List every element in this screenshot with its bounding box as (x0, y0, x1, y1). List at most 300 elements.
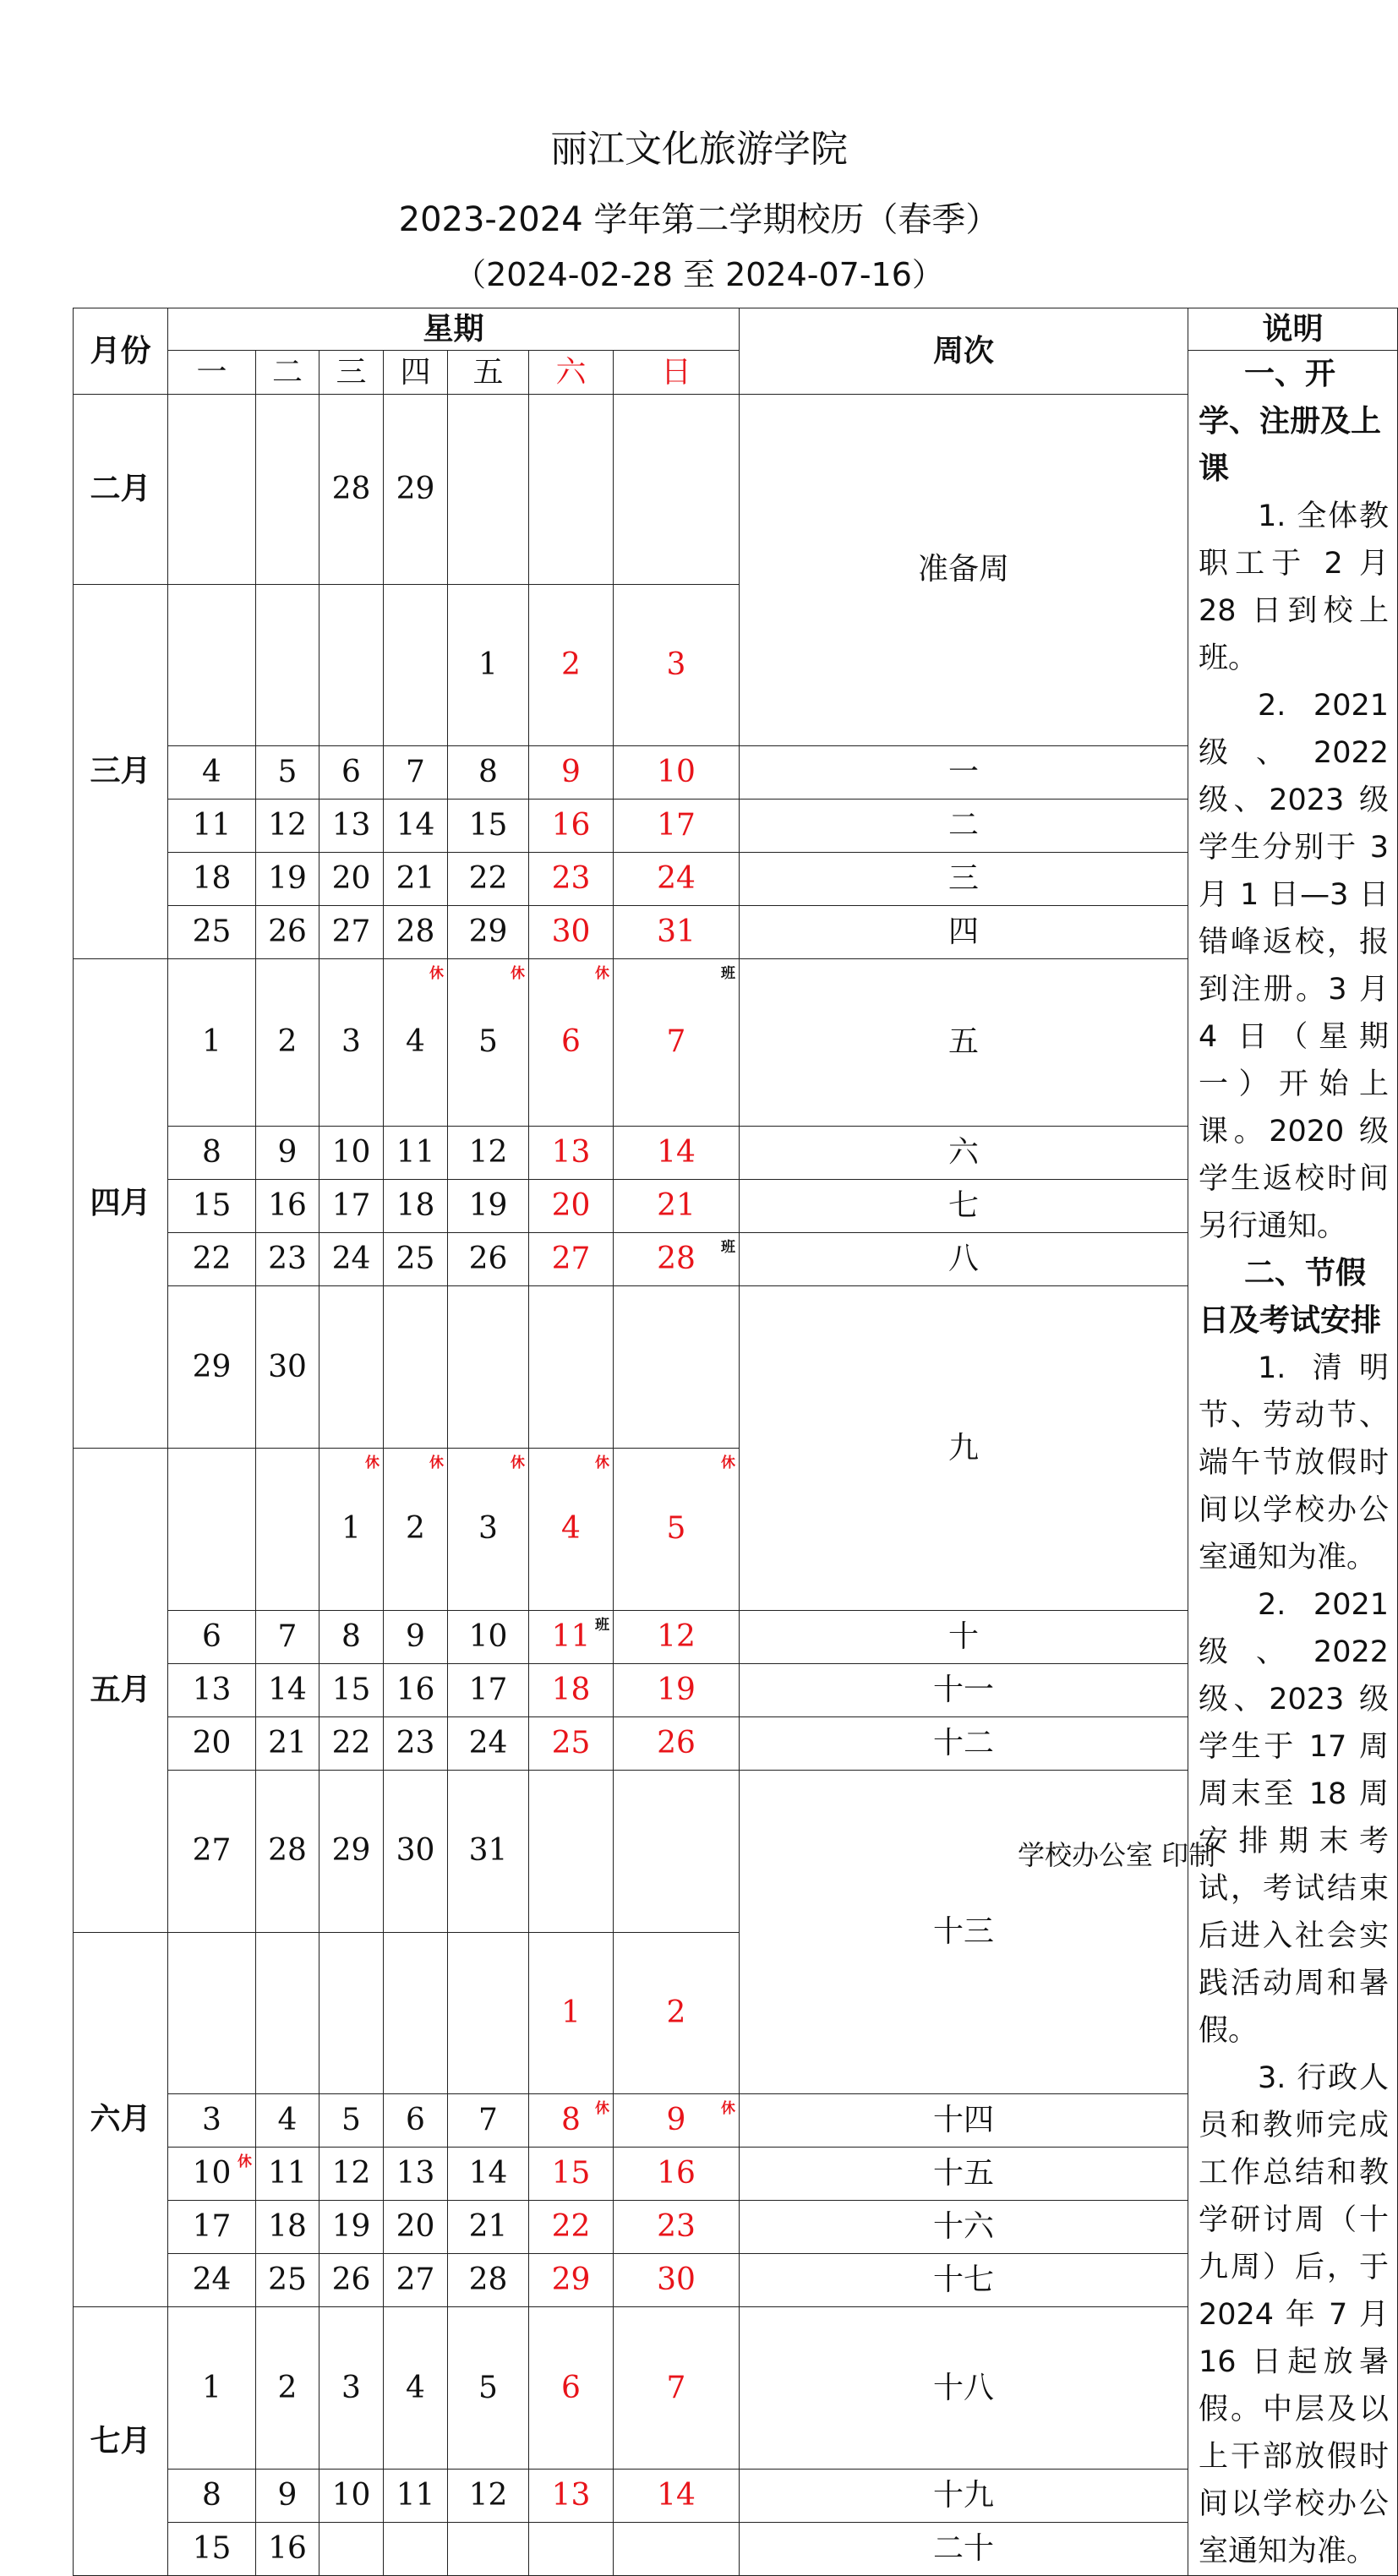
day-cell (614, 584, 740, 745)
day-cell (614, 1932, 740, 2094)
day-cell (256, 1449, 319, 1611)
day-cell (319, 1449, 384, 1611)
day-cell (384, 1449, 448, 1611)
day-cell (168, 852, 256, 905)
weekday-header: 二 (256, 351, 319, 395)
day-cell (448, 1932, 529, 2094)
day-number: 13 (551, 2478, 591, 2513)
day-number: 29 (396, 471, 435, 506)
day-cell (614, 395, 740, 585)
day-cell (319, 2254, 384, 2307)
day-cell (448, 799, 529, 852)
day-number: 29 (192, 1349, 232, 1384)
day-number: 22 (192, 1242, 232, 1277)
day-number: 10 (468, 1618, 508, 1654)
day-cell (319, 745, 384, 799)
day-cell (448, 2254, 529, 2307)
day-number: 10 (657, 754, 696, 789)
weekday-header: 日 (614, 351, 740, 395)
day-number: 12 (657, 1618, 696, 1654)
day-number: 5 (478, 1024, 498, 1060)
day-cell (319, 958, 384, 1127)
day-number: 15 (468, 807, 508, 843)
date-range: （2024-02-28 至 2024-07-16） (454, 256, 944, 293)
day-number: 14 (657, 1135, 696, 1171)
day-number: 7 (666, 1024, 686, 1060)
day-cell (168, 2523, 256, 2576)
holiday-mark: 休 (595, 964, 609, 982)
day-number: 7 (666, 2370, 686, 2405)
notes-column-header: 说明 (1188, 308, 1398, 351)
day-number: 30 (657, 2262, 696, 2298)
day-cell (256, 2148, 319, 2201)
day-cell (319, 799, 384, 852)
day-cell (256, 1127, 319, 1180)
day-cell (448, 1286, 529, 1449)
day-number: 1 (478, 647, 498, 682)
day-cell (319, 2148, 384, 2201)
day-number: 6 (561, 2370, 581, 2405)
day-number: 8 (478, 754, 498, 789)
day-number: 27 (551, 1242, 591, 1277)
day-cell (448, 2470, 529, 2523)
day-cell (448, 2148, 529, 2201)
day-cell (614, 1233, 740, 1286)
week-number: 二十 (740, 2523, 1188, 2576)
day-number: 9 (666, 2103, 686, 2138)
day-cell (168, 958, 256, 1127)
day-cell (319, 1932, 384, 2094)
day-number: 21 (657, 1188, 696, 1224)
weekday-header: 六 (529, 351, 614, 395)
day-cell (614, 1770, 740, 1932)
day-cell (384, 1716, 448, 1770)
week-number: 十三 (740, 1770, 1188, 2094)
notes-paragraph: 2. 2021 级、2022 级、2023 级学生分别于 3 月 1 日—3 日错峰返校，报到注册。3 月 4 日（星期一）开始上课。2020 级学生返校时间另行通知。 (1199, 689, 1389, 1243)
day-number: 30 (268, 1349, 307, 1384)
day-cell (384, 745, 448, 799)
day-cell (384, 1663, 448, 1716)
day-number: 14 (268, 1672, 307, 1707)
day-cell (529, 852, 614, 905)
day-cell (384, 1932, 448, 2094)
day-cell (319, 1610, 384, 1663)
day-number: 15 (192, 2531, 232, 2566)
day-cell (168, 745, 256, 799)
day-cell (448, 2307, 529, 2470)
day-number: 12 (268, 807, 307, 843)
weekday-header: 三 (319, 351, 384, 395)
day-cell (168, 1127, 256, 1180)
day-number: 22 (331, 1725, 371, 1760)
footer-issuer: 学校办公室 印制 (1018, 1839, 1216, 1871)
day-number: 5 (478, 2370, 498, 2405)
day-cell (614, 745, 740, 799)
day-cell (529, 1663, 614, 1716)
notes-section-heading: 二、节假日及考试安排 (1199, 1256, 1382, 1338)
day-cell (529, 2307, 614, 2470)
day-cell (168, 1233, 256, 1286)
day-number: 8 (341, 1618, 361, 1654)
day-number: 4 (561, 1511, 581, 1547)
day-cell (168, 1180, 256, 1233)
day-number: 24 (331, 1242, 371, 1277)
day-cell (168, 799, 256, 852)
day-number: 19 (331, 2209, 371, 2245)
day-cell (614, 2307, 740, 2470)
day-number: 14 (396, 807, 435, 843)
day-number: 11 (192, 807, 232, 843)
week-number: 十七 (740, 2254, 1188, 2307)
day-number: 29 (331, 1833, 371, 1869)
holiday-mark: 休 (365, 1454, 380, 1471)
day-number: 15 (192, 1188, 232, 1224)
day-number: 1 (561, 1995, 581, 2030)
day-cell (168, 2148, 256, 2201)
day-cell (529, 2523, 614, 2576)
day-number: 11 (396, 1135, 435, 1171)
holiday-mark: 休 (595, 1454, 609, 1471)
day-number: 26 (657, 1725, 696, 1760)
day-number: 28 (657, 1242, 696, 1277)
day-number: 12 (331, 2156, 371, 2191)
day-cell (614, 2470, 740, 2523)
day-cell (168, 2094, 256, 2148)
day-cell (614, 1716, 740, 1770)
day-number: 27 (331, 914, 371, 949)
month-label: 三月 (74, 584, 168, 958)
day-cell (448, 1770, 529, 1932)
makeup-workday-mark: 班 (721, 964, 735, 982)
holiday-mark: 休 (429, 964, 444, 982)
day-cell (256, 799, 319, 852)
day-cell (529, 1716, 614, 1770)
day-cell (614, 1449, 740, 1611)
day-cell (529, 2254, 614, 2307)
day-cell (319, 1233, 384, 1286)
day-number: 2 (561, 647, 581, 682)
day-cell (384, 2201, 448, 2254)
day-number: 25 (396, 1242, 435, 1277)
week-number: 七 (740, 1180, 1188, 1233)
school-name: 丽江文化旅游学院 (550, 128, 848, 171)
day-number: 28 (268, 1833, 307, 1869)
day-number: 27 (396, 2262, 435, 2298)
day-cell (256, 852, 319, 905)
day-number: 30 (396, 1833, 435, 1869)
day-cell (529, 2201, 614, 2254)
day-cell (168, 1610, 256, 1663)
day-number: 7 (478, 2103, 498, 2138)
notes-paragraph: 1. 全体教职工于 2 月 28 日到校上班。 (1199, 499, 1389, 675)
day-cell (448, 1610, 529, 1663)
day-cell (614, 2201, 740, 2254)
day-cell (384, 584, 448, 745)
day-number: 3 (341, 1024, 361, 1060)
day-cell (256, 2470, 319, 2523)
day-number: 4 (277, 2103, 298, 2138)
day-number: 17 (192, 2209, 232, 2245)
day-number: 23 (268, 1242, 307, 1277)
day-cell (384, 2254, 448, 2307)
holiday-mark: 休 (511, 964, 525, 982)
day-cell (614, 852, 740, 905)
day-cell (529, 395, 614, 585)
day-cell (319, 2523, 384, 2576)
day-number: 9 (561, 754, 581, 789)
holiday-mark: 休 (721, 2100, 735, 2118)
day-cell (256, 1770, 319, 1932)
day-cell (168, 1770, 256, 1932)
day-number: 31 (657, 914, 696, 949)
day-cell (256, 958, 319, 1127)
day-cell (448, 1716, 529, 1770)
weekday-group-header: 星期 (168, 308, 740, 351)
day-number: 16 (551, 807, 591, 843)
day-cell (448, 958, 529, 1127)
month-label: 二月 (74, 395, 168, 585)
day-cell (448, 745, 529, 799)
day-cell (256, 1932, 319, 2094)
day-number: 6 (561, 1024, 581, 1060)
day-cell (448, 2094, 529, 2148)
day-cell (168, 1663, 256, 1716)
day-number: 4 (406, 2370, 425, 2405)
day-cell (384, 2470, 448, 2523)
day-number: 19 (468, 1188, 508, 1224)
day-cell (319, 1663, 384, 1716)
day-number: 6 (406, 2103, 425, 2138)
day-number: 27 (192, 1833, 232, 1869)
day-number: 13 (396, 2156, 435, 2191)
week-number: 九 (740, 1286, 1188, 1611)
day-cell (256, 1716, 319, 1770)
day-number: 23 (396, 1725, 435, 1760)
day-cell (529, 1770, 614, 1932)
day-number: 24 (468, 1725, 508, 1760)
week-number: 十六 (740, 2201, 1188, 2254)
day-cell (256, 2523, 319, 2576)
day-cell (614, 799, 740, 852)
day-number: 4 (406, 1024, 425, 1060)
month-column-header: 月份 (74, 308, 168, 395)
day-cell (256, 1610, 319, 1663)
day-number: 7 (277, 1618, 298, 1654)
day-number: 6 (202, 1618, 221, 1654)
weekday-header: 四 (384, 351, 448, 395)
day-cell (319, 1286, 384, 1449)
week-number: 五 (740, 958, 1188, 1127)
day-number: 13 (331, 807, 371, 843)
day-cell (529, 1127, 614, 1180)
day-cell (448, 1449, 529, 1611)
day-cell (384, 2094, 448, 2148)
day-number: 28 (468, 2262, 508, 2298)
day-cell (256, 2094, 319, 2148)
day-number: 1 (341, 1511, 361, 1547)
day-cell (384, 852, 448, 905)
day-cell (529, 958, 614, 1127)
day-cell (168, 2307, 256, 2470)
day-cell (168, 1286, 256, 1449)
day-cell (256, 2201, 319, 2254)
day-cell (529, 1449, 614, 1611)
week-number: 十四 (740, 2094, 1188, 2148)
day-number: 19 (268, 860, 307, 896)
day-cell (168, 395, 256, 585)
day-number: 23 (551, 860, 591, 896)
day-number: 21 (396, 860, 435, 896)
day-cell (529, 2470, 614, 2523)
day-cell (614, 2523, 740, 2576)
day-cell (614, 905, 740, 958)
day-number: 26 (468, 1242, 508, 1277)
day-cell (384, 395, 448, 585)
week-number: 十八 (740, 2307, 1188, 2470)
day-cell (319, 1180, 384, 1233)
day-number: 3 (341, 2370, 361, 2405)
day-number: 16 (268, 2531, 307, 2566)
day-cell (319, 2201, 384, 2254)
day-cell (448, 1663, 529, 1716)
day-number: 25 (268, 2262, 307, 2298)
day-cell (319, 1770, 384, 1932)
day-cell (614, 1127, 740, 1180)
day-number: 8 (202, 1135, 221, 1171)
day-number: 1 (202, 2370, 221, 2405)
weekday-header: 五 (448, 351, 529, 395)
day-number: 22 (551, 2209, 591, 2245)
day-cell (448, 852, 529, 905)
day-cell (319, 2470, 384, 2523)
day-cell (168, 905, 256, 958)
day-number: 10 (331, 2478, 371, 2513)
day-number: 24 (192, 2262, 232, 2298)
day-cell (529, 1286, 614, 1449)
day-number: 5 (277, 754, 298, 789)
day-number: 18 (192, 860, 232, 896)
day-cell (448, 1180, 529, 1233)
day-number: 1 (202, 1024, 221, 1060)
day-number: 30 (551, 914, 591, 949)
day-number: 3 (202, 2103, 221, 2138)
day-cell (614, 958, 740, 1127)
day-cell (614, 1663, 740, 1716)
day-cell (448, 1233, 529, 1286)
day-cell (256, 1286, 319, 1449)
day-number: 26 (331, 2262, 371, 2298)
week-number: 十 (740, 1610, 1188, 1663)
day-number: 24 (657, 860, 696, 896)
day-cell (319, 584, 384, 745)
day-number: 11 (268, 2156, 307, 2191)
day-cell (168, 1716, 256, 1770)
day-cell (168, 2201, 256, 2254)
day-number: 3 (666, 647, 686, 682)
day-cell (384, 799, 448, 852)
day-number: 21 (468, 2209, 508, 2245)
day-cell (448, 2201, 529, 2254)
notes-paragraph: 1. 清明节、劳动节、端午节放假时间以学校办公室通知为准。 (1199, 1351, 1389, 1575)
day-number: 16 (268, 1188, 307, 1224)
day-number: 15 (551, 2156, 591, 2191)
day-number: 18 (551, 1672, 591, 1707)
week-number: 六 (740, 1127, 1188, 1180)
day-number: 20 (396, 2209, 435, 2245)
day-number: 20 (331, 860, 371, 896)
day-cell (384, 1180, 448, 1233)
day-number: 17 (331, 1188, 371, 1224)
day-number: 14 (657, 2478, 696, 2513)
day-cell (256, 1180, 319, 1233)
day-cell (384, 2307, 448, 2470)
day-number: 20 (192, 1725, 232, 1760)
week-number: 准备周 (740, 395, 1188, 746)
notes-paragraph: 3. 行政人员和教师完成工作总结和教学研讨周（十九周）后，于 2024 年 7 月 16 日起放暑假。中层及以上干部放假时间以学校办公室通知为准。 (1199, 2061, 1389, 2568)
day-number: 2 (277, 1024, 298, 1060)
week-number: 二 (740, 799, 1188, 852)
day-number: 25 (551, 1725, 591, 1760)
holiday-mark: 休 (511, 1454, 525, 1471)
day-number: 17 (468, 1672, 508, 1707)
week-number: 四 (740, 905, 1188, 958)
month-label: 五月 (74, 1449, 168, 1933)
day-cell (168, 2254, 256, 2307)
day-cell (384, 1233, 448, 1286)
day-cell (529, 745, 614, 799)
day-number: 2 (406, 1511, 425, 1547)
day-cell (614, 1610, 740, 1663)
day-number: 12 (468, 2478, 508, 2513)
day-number: 29 (468, 914, 508, 949)
day-number: 3 (478, 1511, 498, 1547)
day-number: 28 (396, 914, 435, 949)
holiday-mark: 休 (429, 1454, 444, 1471)
day-cell (529, 1610, 614, 1663)
day-cell (529, 1932, 614, 2094)
week-number: 三 (740, 852, 1188, 905)
day-number: 23 (657, 2209, 696, 2245)
day-number: 8 (202, 2478, 221, 2513)
day-number: 11 (396, 2478, 435, 2513)
day-cell (529, 2094, 614, 2148)
holiday-mark: 休 (595, 2100, 609, 2118)
day-number: 8 (561, 2103, 581, 2138)
day-cell (384, 2148, 448, 2201)
day-number: 17 (657, 807, 696, 843)
day-cell (256, 905, 319, 958)
makeup-workday-mark: 班 (595, 1616, 609, 1634)
day-number: 5 (666, 1511, 686, 1547)
day-number: 16 (657, 2156, 696, 2191)
notes-panel (1188, 351, 1398, 2576)
day-cell (614, 1180, 740, 1233)
day-number: 10 (331, 1135, 371, 1171)
day-number: 13 (192, 1672, 232, 1707)
day-cell (256, 584, 319, 745)
day-number: 15 (331, 1672, 371, 1707)
week-number: 八 (740, 1233, 1188, 1286)
day-cell (256, 395, 319, 585)
day-number: 13 (551, 1135, 591, 1171)
day-cell (529, 799, 614, 852)
makeup-workday-mark: 班 (721, 1239, 735, 1257)
day-number: 11 (551, 1618, 591, 1654)
day-cell (256, 745, 319, 799)
month-label: 四月 (74, 958, 168, 1449)
day-number: 19 (657, 1672, 696, 1707)
day-cell (384, 1286, 448, 1449)
